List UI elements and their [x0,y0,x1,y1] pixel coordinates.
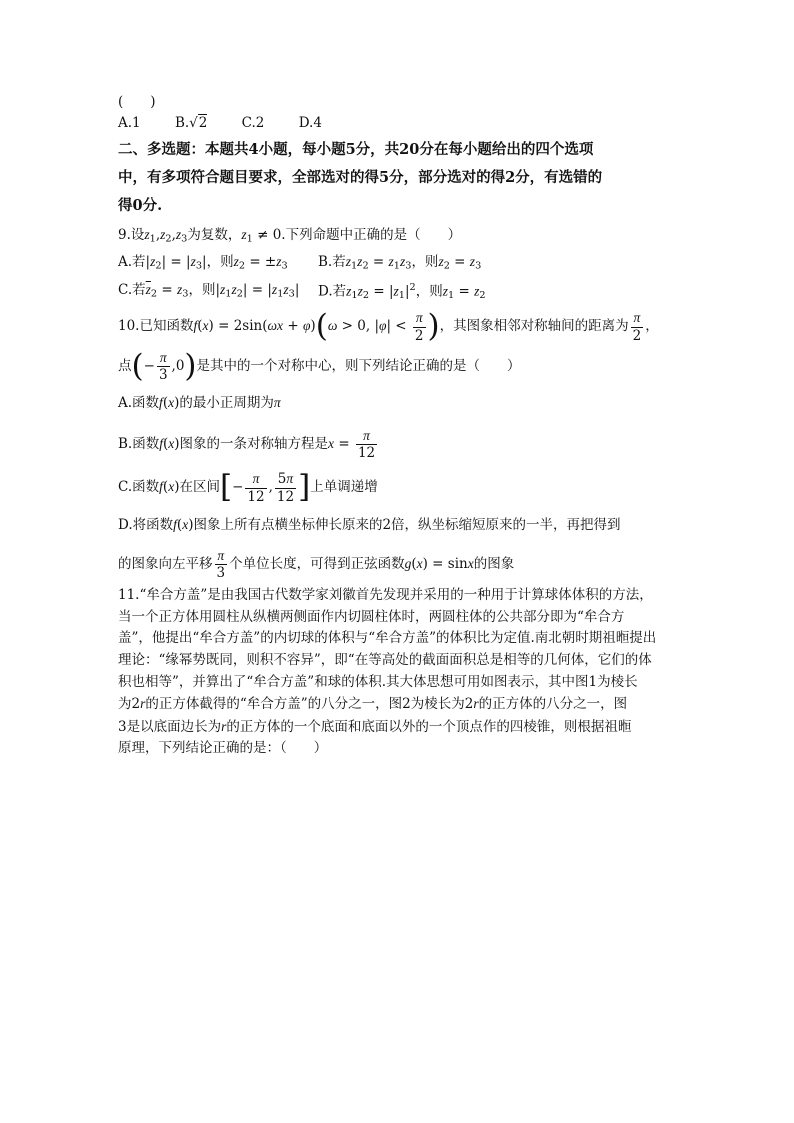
q10-stem: 10.已知函数f(x) = 2sin(ωx + φ)(ω > 0, |φ| < $\frac{\pi}{2}$ )，其图象相邻对称轴间的距离为 $\frac{\pi}{2}$ ， [118,308,659,345]
previous-question-blank: ( ) [118,94,156,110]
q9-option-b: B.若$z_1z_2 = z_1z_3$，则$z_2 = z_3$ [318,254,482,272]
q9-option-d: D.若$z_1z_2 = |z_1|^2$，则$z_1 = z_2$ [318,281,486,301]
q9-options-cd [118,280,678,303]
q10-option-b: B.函数f(x)图象的一条对称轴方程是x = $\frac{\pi}{12}$ [118,428,376,462]
q10-option-a: A.函数f(x)的最小正周期为π [118,395,281,412]
option-d: D.4 [298,114,322,131]
option-c: C.2 [241,114,265,131]
q10-option-d-line2: 的图象向左平移 $\frac{\pi}{3}$ 个单位长度，可得到正弦函数g(x) = sinx的图象 [118,547,515,581]
q9-options-ab [118,252,678,273]
sqrt-2: √2 [189,114,208,131]
question-9 [118,225,678,303]
option-a: A.1 [118,114,141,131]
option-b: B.√2 [175,113,207,134]
q10-option-d: D.将函数f(x)图象上所有点横坐标伸长原来的2倍，纵坐标缩短原来的一半，再把得到 [118,516,621,533]
exam-page [118,92,678,760]
q9-option-c: C.若$\overline{z}_2 = z_3$，则$|z_1z_2| = |z_1z_3|$ [118,282,300,300]
section-heading: 二、多选题：本题共4小题，每小题5分，共20分在每小题给出的四个选项 中，有多项符合题目要求，全部选对的得5分，部分选对的得2分，有选错的 得0分. [118,140,603,215]
q10-stem-line2: 点(− $\frac{\pi}{3}$ ,0)是其中的一个对称中心，则下列结论正确的是（ ） [118,347,521,384]
q10-option-c: C.函数f(x)在区间[− $\frac{\pi}{12}$ , $\frac{5\pi}{12}$ ]上单调递增 [118,469,378,506]
q9-option-a: A.若$|z_2| = |z_3|$，则$z_2 = \pm z_3$ [118,254,288,272]
question-10 [118,310,678,581]
previous-question-options [118,113,678,134]
question-11: 11.“牟合方盖”是由我国古代数学家刘徽首先发现并采用的一种用于计算球体体积的方法， 当一个正方体用圆柱从纵横两侧面作内切圆柱体时，两圆柱体的公共部分即为“牟合方 盖”，他提出“牟合方盖”的内切球的体积与“牟合方盖”的体积比为定值.南北朝时期祖暅提出 理论：“缘幂势既同，则积不容异”，即“在等高处的截面面积总是相等的几何体，它们的体 积也相等”，并算出了“牟合方盖”和球的体积.其大体思想可用如图表示，其中图1为棱长 为2r的正方体截得的“牟合方盖”的八分之一，图2为棱长为2r的正方体的八分之一，图 3是以底面边长为r的正方体的一个底面和底面以外的一个顶点作的四棱锥，则根据祖暅 原理，下列结论正确的是：（ ） [118,587,657,757]
q9-stem: 9.设$z_1,z_2,z_3$为复数，$z_1 \ne 0$.下列命题中正确的是（ ） [118,226,462,245]
